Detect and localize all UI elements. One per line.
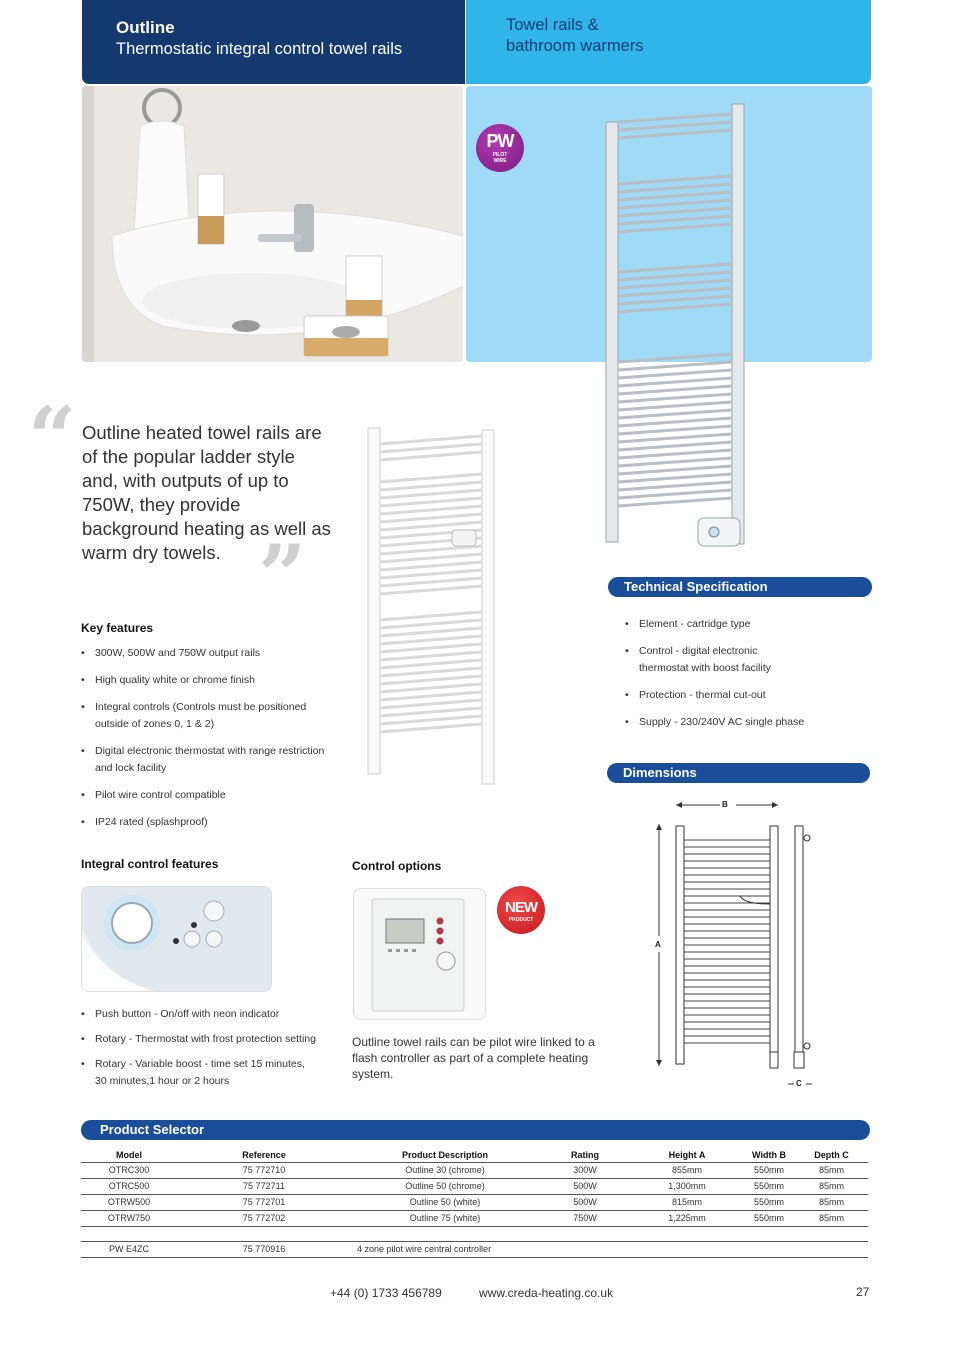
table-cell: 85mm bbox=[795, 1210, 868, 1226]
page-number: 27 bbox=[856, 1285, 870, 1299]
table-cell: Outline 50 (white) bbox=[351, 1194, 539, 1210]
table-cell: 550mm bbox=[753, 1165, 784, 1175]
table-cell: 815mm bbox=[631, 1194, 743, 1210]
table-row bbox=[81, 1178, 868, 1194]
list-item: • 300W, 500W and 750W output rails bbox=[81, 645, 331, 662]
page-subtitle: Thermostatic integral control towel rails bbox=[116, 40, 403, 58]
dimension-label-b: B bbox=[722, 800, 728, 809]
list-item: • High quality white or chrome finish bbox=[81, 672, 331, 689]
dimension-label-a: A bbox=[655, 940, 661, 949]
close-quote-icon: ” bbox=[258, 526, 307, 625]
column-header: Reference bbox=[177, 1148, 351, 1162]
list-item: • IP24 rated (splashproof) bbox=[81, 814, 331, 831]
pilot-wire-controller-image bbox=[353, 888, 486, 1020]
new-product-badge bbox=[497, 886, 545, 934]
new-badge-subtext: PRODUCT bbox=[508, 917, 534, 923]
list-item: • Integral controls (Controls must be positioned outside of zones 0, 1 & 2) bbox=[81, 699, 331, 733]
column-header: Width B bbox=[743, 1148, 795, 1162]
integral-controls-list bbox=[81, 1006, 331, 1090]
table-cell: 855mm bbox=[671, 1165, 702, 1175]
key-features-list bbox=[81, 645, 331, 831]
table-cell: 550mm bbox=[743, 1178, 795, 1194]
table-cell: OTRC500 bbox=[81, 1178, 177, 1194]
table-divider bbox=[81, 1241, 868, 1242]
new-badge-text: NEW bbox=[505, 899, 537, 916]
list-item: • Protection - thermal cut-out bbox=[625, 687, 845, 704]
table-cell: OTRW500 bbox=[81, 1194, 177, 1210]
table-row bbox=[81, 1194, 868, 1210]
table-cell: 300W bbox=[573, 1165, 597, 1175]
footer-website[interactable]: www.creda-heating.co.uk bbox=[479, 1286, 614, 1300]
table-cell: 1,300mm bbox=[631, 1178, 743, 1194]
list-item: • Supply - 230/240V AC single phase bbox=[625, 714, 845, 731]
list-item: • Control - digital electronic thermostat with boost facility bbox=[625, 643, 845, 677]
table-cell: 85mm bbox=[818, 1165, 844, 1175]
table-row bbox=[81, 1210, 868, 1226]
table-header-row bbox=[81, 1148, 868, 1162]
dimensions-heading: Dimensions bbox=[607, 763, 870, 783]
list-item: • Rotary - Variable boost - time set 15 minutes, 30 minutes,1 hour or 2 hours bbox=[81, 1056, 331, 1090]
table-cell: 75 772701 bbox=[177, 1194, 351, 1210]
column-header: Rating bbox=[539, 1148, 631, 1162]
column-header: Height A bbox=[631, 1148, 743, 1162]
table-cell: PW E4ZC bbox=[108, 1244, 149, 1254]
column-header: Depth C bbox=[795, 1148, 868, 1162]
footer-phone: +44 (0) 1733 456789 bbox=[330, 1286, 442, 1300]
table-cell: 75 770916 bbox=[242, 1244, 286, 1254]
pilot-wire-badge-line2: WIRE bbox=[493, 158, 507, 164]
table-cell: 75 772711 bbox=[177, 1178, 351, 1194]
header-bar bbox=[82, 0, 465, 84]
column-header: Product Description bbox=[351, 1148, 539, 1162]
list-item: • Push button - On/off with neon indicator bbox=[81, 1006, 331, 1023]
key-features-heading: Key features bbox=[81, 621, 154, 635]
product-selector-table bbox=[81, 1148, 868, 1226]
table-cell: Outline 50 (chrome) bbox=[351, 1178, 539, 1194]
column-header: Model bbox=[81, 1148, 177, 1162]
table-cell: OTRW750 bbox=[81, 1210, 177, 1226]
table-cell: 1,225mm bbox=[631, 1210, 743, 1226]
technical-spec-list bbox=[625, 616, 845, 731]
product-selector-heading: Product Selector bbox=[81, 1120, 870, 1140]
page-title: Outline bbox=[116, 18, 175, 37]
table-cell: 85mm bbox=[795, 1178, 868, 1194]
white-towel-rail-image bbox=[364, 426, 500, 788]
list-item: • Digital electronic thermostat with range restriction and lock facility bbox=[81, 743, 331, 777]
pull-quote: Outline heated towel rails are of the popular ladder style and, with outputs of up to 750W, they provide background heating as well as warm dry towels. bbox=[82, 422, 331, 563]
table-cell: 500W bbox=[539, 1178, 631, 1194]
integral-control-panel-image bbox=[81, 886, 272, 992]
table-cell: OTRC300 bbox=[108, 1165, 150, 1175]
section-label-line2: bathroom warmers bbox=[506, 37, 644, 55]
pilot-wire-badge-text: PW bbox=[486, 131, 514, 151]
pilot-wire-badge-line1: PILOT bbox=[492, 152, 508, 158]
table-row bbox=[81, 1162, 868, 1178]
chrome-towel-rail-image bbox=[604, 100, 754, 552]
table-cell: 550mm bbox=[743, 1194, 795, 1210]
section-label-line1: Towel rails & bbox=[506, 16, 599, 34]
table-cell: 75 772710 bbox=[242, 1165, 286, 1175]
table-divider bbox=[81, 1226, 868, 1227]
dimension-label-c: C bbox=[796, 1079, 802, 1088]
dimensions-diagram bbox=[640, 796, 820, 1094]
pilot-wire-badge bbox=[476, 124, 524, 172]
list-item: • Pilot wire control compatible bbox=[81, 787, 331, 804]
table-cell: Outline 75 (white) bbox=[351, 1210, 539, 1226]
control-options-heading: Control options bbox=[352, 859, 442, 873]
table-cell: 500W bbox=[539, 1194, 631, 1210]
table-cell: 750W bbox=[539, 1210, 631, 1226]
table-cell: 4 zone pilot wire central controller bbox=[357, 1244, 492, 1254]
table-cell: 75 772702 bbox=[177, 1210, 351, 1226]
bathroom-photo bbox=[82, 86, 463, 362]
table-cell: 85mm bbox=[795, 1194, 868, 1210]
integral-controls-heading: Integral control features bbox=[81, 857, 219, 871]
list-item: • Rotary - Thermostat with frost protection setting bbox=[81, 1031, 331, 1048]
table-divider bbox=[81, 1257, 868, 1258]
open-quote-icon: “ bbox=[28, 388, 77, 487]
section-banner bbox=[466, 0, 871, 84]
technical-spec-heading: Technical Specification bbox=[608, 577, 872, 597]
list-item: • Element - cartridge type bbox=[625, 616, 845, 633]
table-cell: 550mm bbox=[743, 1210, 795, 1226]
control-options-caption: Outline towel rails can be pilot wire linked to a flash controller as part of a complete heating system. bbox=[352, 1035, 595, 1081]
table-cell: Outline 30 (chrome) bbox=[405, 1165, 485, 1175]
